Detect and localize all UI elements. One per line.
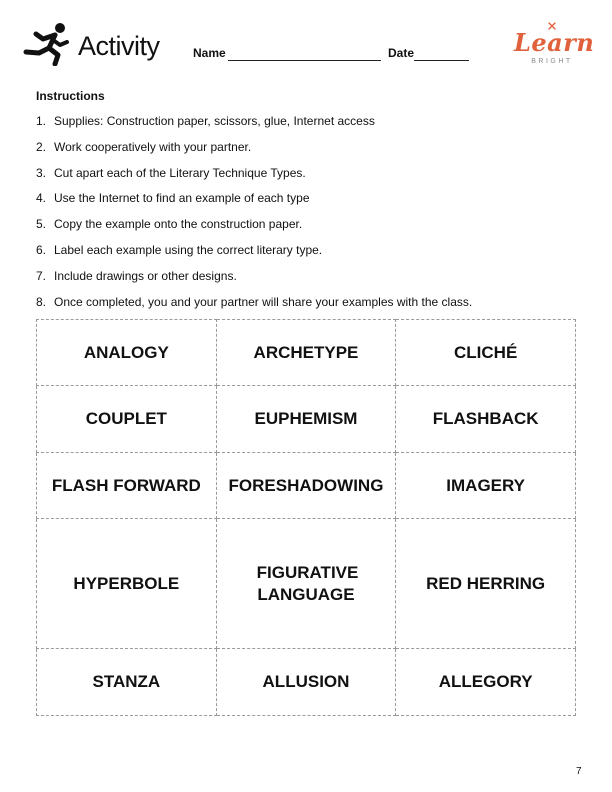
term-card: IMAGERY bbox=[396, 452, 576, 518]
page-number: 7 bbox=[576, 766, 582, 777]
term-card: CLICHÉ bbox=[396, 320, 576, 386]
term-card: FORESHADOWING bbox=[216, 452, 396, 518]
instructions-heading: Instructions bbox=[36, 89, 105, 103]
term-card: ARCHETYPE bbox=[216, 320, 396, 386]
list-item: 7. Include drawings or other designs. bbox=[36, 268, 237, 283]
table-row bbox=[37, 519, 576, 649]
logo-word: Learn bbox=[514, 28, 595, 57]
table-row bbox=[37, 320, 576, 386]
list-item: 4. Use the Internet to find an example of each type bbox=[36, 191, 310, 206]
table-row bbox=[37, 649, 576, 716]
list-item: 5. Copy the example onto the construction paper. bbox=[36, 217, 303, 232]
term-card: EUPHEMISM bbox=[216, 386, 396, 452]
list-item: 8. Once completed, you and your partner will share your examples with the class. bbox=[36, 294, 473, 309]
term-card: FLASHBACK bbox=[396, 386, 576, 452]
term-card: ALLUSION bbox=[216, 649, 396, 716]
table-row bbox=[37, 452, 576, 518]
list-item: 1. Supplies: Construction paper, scissors, glue, Internet access bbox=[36, 114, 375, 128]
name-field[interactable] bbox=[228, 60, 381, 61]
table-row bbox=[37, 386, 576, 452]
literary-terms-grid bbox=[36, 319, 576, 716]
term-card: ANALOGY bbox=[37, 320, 217, 386]
term-card: RED HERRING bbox=[396, 519, 576, 649]
term-card: HYPERBOLE bbox=[37, 519, 217, 649]
date-field[interactable] bbox=[414, 60, 469, 61]
instructions-list bbox=[36, 114, 472, 320]
name-label: Name bbox=[193, 46, 226, 60]
learn-bright-logo bbox=[514, 22, 595, 68]
term-card: COUPLET bbox=[37, 386, 217, 452]
page-title: Activity bbox=[78, 31, 160, 61]
date-label: Date bbox=[388, 46, 415, 60]
running-person-icon bbox=[22, 22, 70, 66]
list-item: 6. Label each example using the correct literary type. bbox=[36, 242, 323, 257]
logo-subtitle: BRIGHT bbox=[531, 58, 573, 65]
term-card: FLASH FORWARD bbox=[37, 452, 217, 518]
list-item: 2. Work cooperatively with your partner. bbox=[36, 139, 252, 154]
term-card: STANZA bbox=[37, 649, 217, 716]
term-card: FIGURATIVE LANGUAGE bbox=[216, 519, 396, 649]
list-item: 3. Cut apart each of the Literary Technique Types. bbox=[36, 165, 306, 180]
term-card: ALLEGORY bbox=[396, 649, 576, 716]
